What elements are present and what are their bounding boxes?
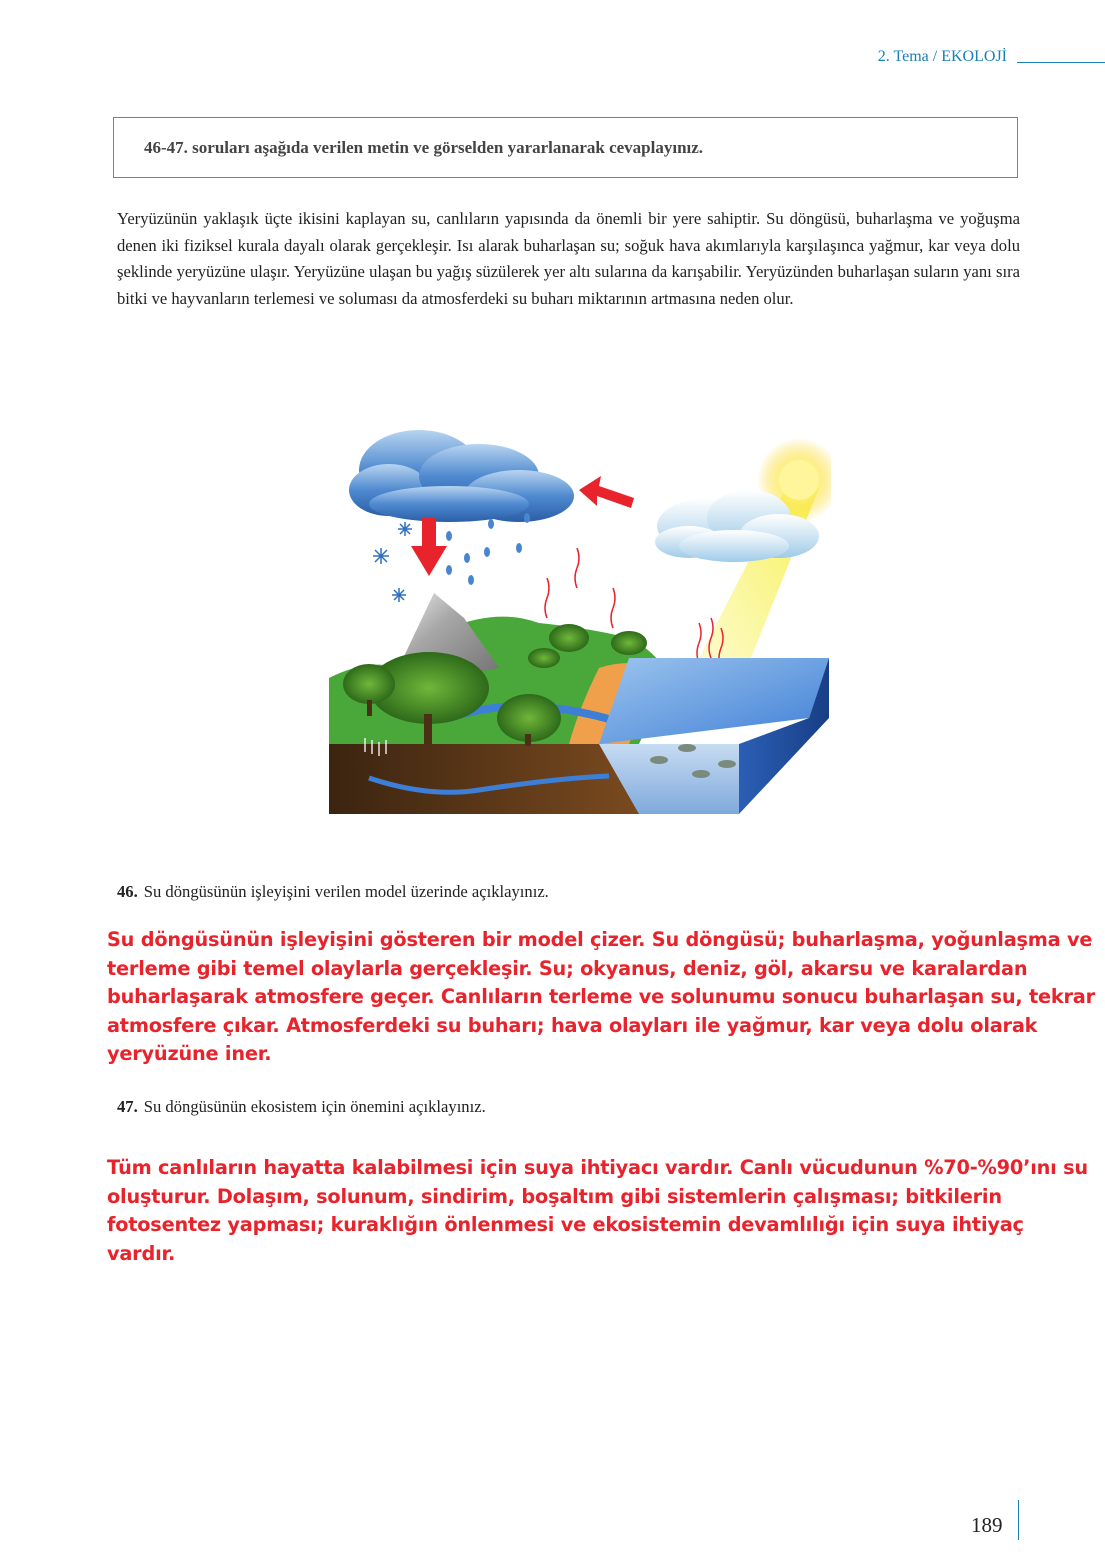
answer-47: Tüm canlıların hayatta kalabilmesi için suya ihtiyacı vardır. Canlı vücudunun %70-%90’ını su oluşturur. Dolaşım, solunum, sindirim, boşaltım gibi sistemlerin çalışması; bitkilerin fotosentez yapması; kuraklığın önlenmesi ve ekosistemin devamlılığı için suya ihtiyaç vardır. bbox=[107, 1156, 1088, 1265]
header-rule bbox=[1017, 62, 1105, 63]
page-header bbox=[805, 48, 1105, 72]
question-47-number: 47. bbox=[117, 1097, 138, 1116]
question-47 bbox=[117, 1097, 486, 1117]
intro-paragraph: Yeryüzünün yaklaşık üçte ikisini kaplayan su, canlıların yapısında da önemli bir yere sahiptir. Su döngüsü, buharlaşma ve yoğuşma denen iki fiziksel kurala dayalı olarak gerçekleşir. Isı alarak buharlaşan su; soğuk hava akımlarıyla karşılaşınca yağmur, kar veya dolu şeklinde yeryüzüne ulaşır. Yeryüzüne ulaşan bu yağış süzülerek yer altı sularına da karışabilir. Yeryüzünden buharlaşan suların yanı sıra bitki ve hayvanların terlemesi ve soluması da atmosferdeki su buharı miktarının artmasına neden olur. bbox=[117, 209, 1020, 308]
question-46-text: Su döngüsünün işleyişini verilen model üzerinde açıklayınız. bbox=[143, 882, 549, 901]
page-number-rule bbox=[1018, 1500, 1019, 1540]
header-title: 2. Tema / EKOLOJİ bbox=[877, 48, 1007, 65]
page-number: 189 bbox=[971, 1513, 1003, 1537]
answer-46: Su döngüsünün işleyişini gösteren bir model çizer. Su döngüsü; buharlaşma, yoğunlaşma ve terleme gibi temel olaylarla gerçekleşir. Su; okyanus, deniz, göl, akarsu ve karalardan buharlaşarak atmosfere geçer. Canlıların terleme ve solunumu sonucu buharlaşan su, tekrar atmosfere çıkar. Atmosferdeki su buharı; hava olayları ile yağmur, kar veya dolu olarak yeryüzüne iner. bbox=[107, 928, 1095, 1065]
water-cycle-illustration bbox=[329, 418, 831, 814]
question-46-number: 46. bbox=[117, 882, 138, 901]
question-47-text: Su döngüsünün ekosistem için önemini açıklayınız. bbox=[143, 1097, 486, 1116]
instruction-text: 46-47. soruları aşağıda verilen metin ve görselden yararlanarak cevaplayınız. bbox=[144, 138, 704, 157]
instruction-box bbox=[113, 117, 1018, 178]
question-46 bbox=[117, 882, 549, 902]
